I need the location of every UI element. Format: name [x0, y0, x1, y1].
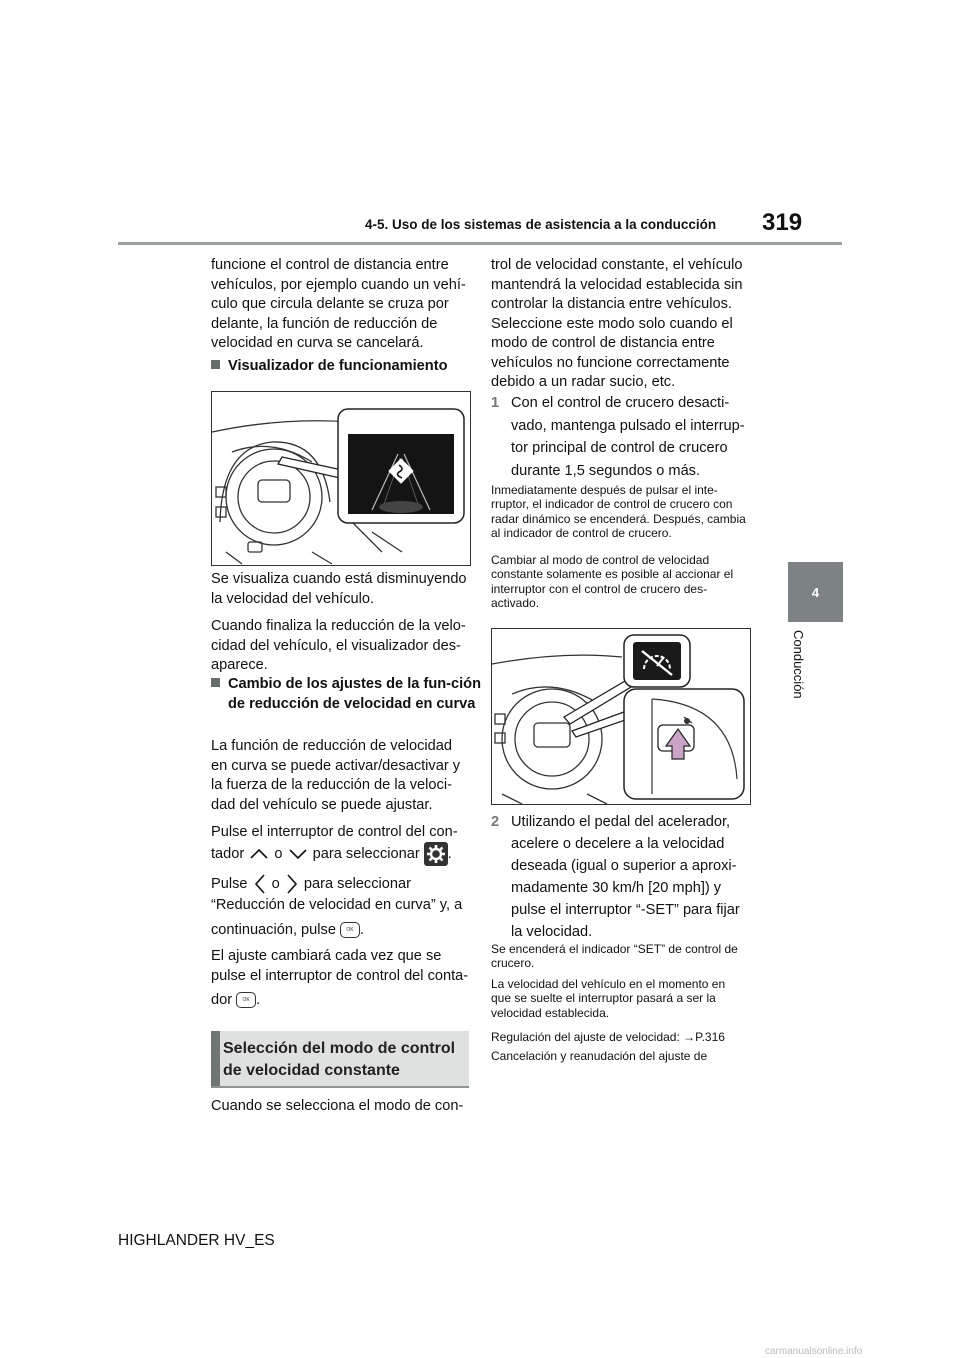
- chevron-left-icon: [252, 873, 268, 895]
- left-line-continuacion: continuación, pulse OK .: [211, 922, 365, 938]
- step-2-text: Utilizando el pedal del acelerador, acelere o decelere a la velocidad deseada (igual o superior a aproxi-madamente 30 km/h [20 mph]) y pulse el interruptor “-SET” para fijar la velocidad.: [511, 814, 740, 940]
- heading-visualizador-text: Visualizador de funcionamiento: [228, 358, 448, 374]
- left-intro: [211, 256, 471, 354]
- note-1: Inmediatamente después de pulsar el inte-rruptor, el indicador de control de crucero con radar dinámico se encenderá. Después, cambia al indicador de control de crucero.: [491, 483, 746, 540]
- left-paragraph-3: Cuando finaliza la reducción de la velo-cidad del vehículo, el visualizador des-aparece.: [211, 618, 466, 673]
- footer-model: HIGHLANDER HV_ES: [118, 1232, 275, 1249]
- left-paragraph-4: La función de reducción de velocidad en curva se puede activar/desactivar y la fuerza de la reducción de la veloci-dad del vehículo se puede ajustar.: [211, 738, 461, 813]
- gear-icon: [424, 842, 448, 866]
- ok-button-icon: OK: [340, 922, 360, 938]
- section-header: 4-5. Uso de los sistemas de asistencia a la conducción: [365, 217, 717, 232]
- section-title: Selección del modo de control de velocidad constante: [223, 1040, 456, 1079]
- text-continuacion: continuación, pulse: [211, 922, 336, 938]
- text-pulse: Pulse: [211, 875, 248, 892]
- left-paragraph-11: Cuando se selecciona el modo de con-: [211, 1098, 464, 1114]
- heading-cambio-text: Cambio de los ajustes de la fun-ción de reducción de velocidad en curva: [228, 676, 482, 712]
- text-tador: tador: [211, 845, 245, 862]
- chapter-tab: 4: [788, 562, 843, 622]
- heading-visualizador: [211, 357, 471, 377]
- step-1-text: Con el control de crucero desacti-vado, mantenga pulsado el interrup-tor principal de control de crucero durante 1,5 segundos o más.: [511, 395, 745, 479]
- left-block-2: [211, 570, 471, 676]
- chevron-down-icon: [287, 847, 309, 861]
- square-bullet-icon: [211, 360, 220, 369]
- cruise-switch-figure: [491, 628, 751, 805]
- left-paragraph-1: funcione el control de distancia entre vehículos, por ejemplo cuando un vehí-culo que circula delante se cruza por delante, la función de reducción de velocidad en curva se cancelará.: [211, 257, 466, 351]
- text-dor: dor: [211, 992, 233, 1008]
- left-paragraph-5: Pulse el interruptor de control del con-: [211, 824, 458, 840]
- text-o: o: [274, 845, 283, 862]
- heading-cambio: [211, 675, 486, 714]
- note-6: Cancelación y reanudación del ajuste de: [491, 1049, 708, 1063]
- note-4: La velocidad del vehículo en el momento en que se suelte el interruptor pasará a ser la velocidad establecida.: [491, 977, 726, 1020]
- left-paragraph-2: Se visualiza cuando está disminuyendo la velocidad del vehículo.: [211, 571, 467, 607]
- chapter-label-text: Conducción: [791, 630, 806, 699]
- note-2: Cambiar al modo de control de velocidad constante solamente es posible al accionar el interruptor con el control de crucero des-activado.: [491, 553, 734, 610]
- chapter-label: [788, 628, 808, 708]
- text-o: o: [271, 875, 280, 892]
- watermark: carmanualsonline.info: [765, 1346, 863, 1357]
- chevron-right-icon: [284, 873, 300, 895]
- square-bullet-icon: [211, 678, 220, 687]
- text-para-seleccionar: para seleccionar: [303, 875, 411, 892]
- left-block-3: [211, 737, 471, 843]
- page-number: 319: [762, 209, 803, 236]
- left-line-dor: dor OK .: [211, 992, 261, 1008]
- right-paragraph-1: trol de velocidad constante, el vehículo mantendrá la velocidad establecida sin controlar la distancia entre vehículos. Seleccione este modo solo cuando el modo de control de distancia entre vehículos no funcione correctamente debido a un radar sucio, etc.: [491, 257, 743, 390]
- step-2: [491, 811, 751, 943]
- left-line-tador: tador o para seleccionar .: [211, 842, 471, 866]
- chevron-up-icon: [248, 847, 270, 861]
- header-rule: [118, 242, 842, 245]
- section-title-bar: [211, 1031, 220, 1086]
- note-5-cross-reference: Regulación del ajuste de velocidad: →P.316: [491, 1030, 725, 1044]
- text-para-seleccionar: para seleccionar: [312, 845, 420, 862]
- ok-button-icon: OK: [236, 992, 256, 1008]
- step-2-number: 2: [491, 814, 500, 830]
- step-1-number: 1: [491, 395, 500, 411]
- dashboard-display-figure: [211, 391, 471, 566]
- left-paragraph-9: El ajuste cambiará cada vez que se pulse el interruptor de control del conta-: [211, 948, 469, 984]
- left-line-reduccion: “Reducción de velocidad en curva” y, a: [211, 897, 463, 913]
- step-1: [491, 392, 751, 482]
- left-line-pulse: [211, 873, 471, 895]
- section-title-box: [211, 1031, 469, 1088]
- note-3: Se encenderá el indicador “SET” de control de crucero.: [491, 942, 738, 971]
